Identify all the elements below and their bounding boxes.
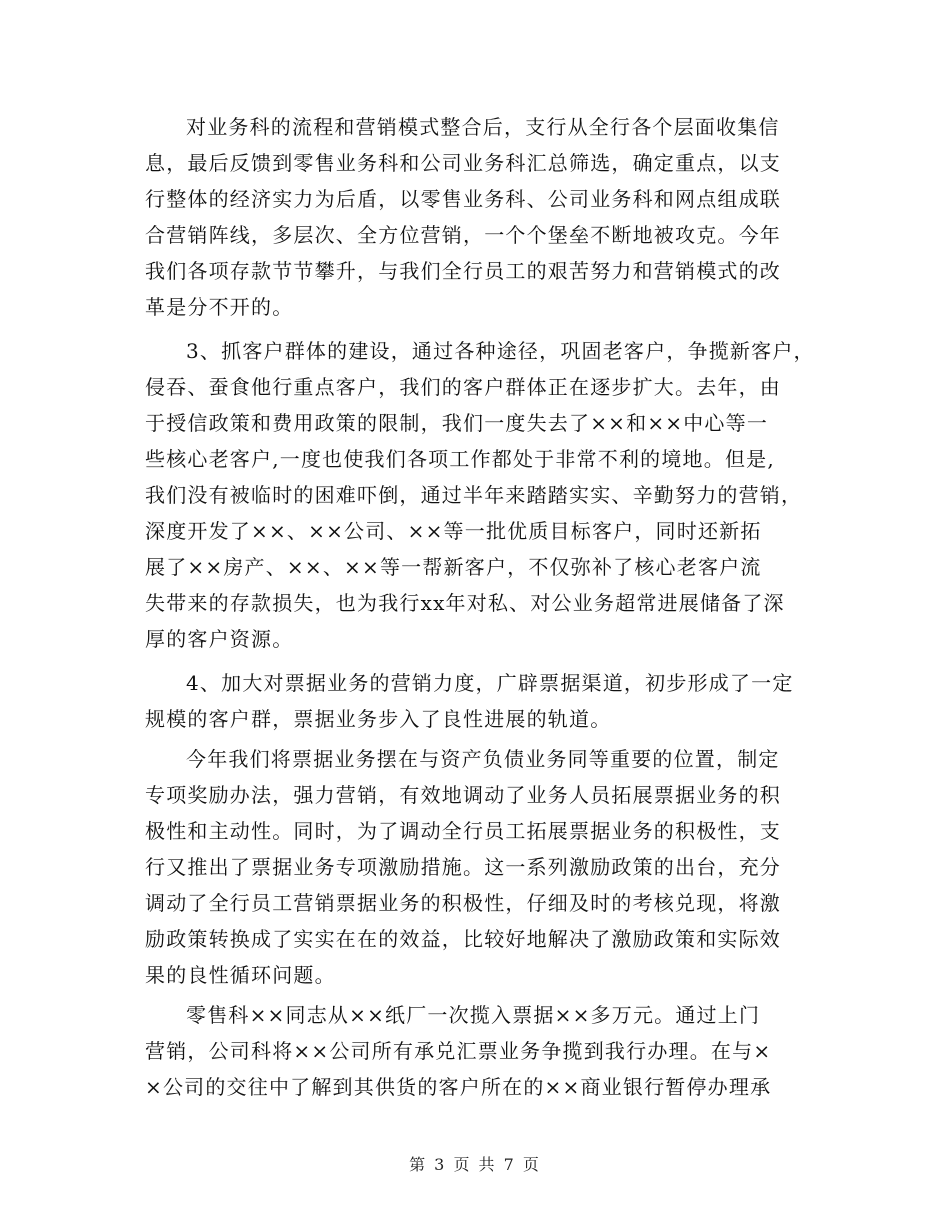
text-line: 于授信政策和费用政策的限制，我们一度失去了××和××中心等一 xyxy=(145,411,769,435)
text-line: 对业务科的流程和营销模式整合后，支行从全行各个层面收集信 xyxy=(186,115,780,139)
text-line: 零售科××同志从××纸厂一次揽入票据××多万元。通过上门 xyxy=(186,1003,761,1027)
text-line: 合营销阵线，多层次、全方位营销，一个个堡垒不断地被攻克。今年 xyxy=(145,223,781,247)
page-number-footer: 第 3 页 共 7 页 xyxy=(409,1155,541,1174)
text-line: 息，最后反馈到零售业务科和公司业务科汇总筛选，确定重点，以支 xyxy=(145,151,781,175)
text-line: 行又推出了票据业务专项激励措施。这一系列激励政策的出台，充分 xyxy=(145,855,781,879)
text-line: 革是分不开的。 xyxy=(145,295,294,319)
text-line: 深度开发了××、××公司、××等一批优质目标客户，同时还新拓 xyxy=(145,519,762,543)
text-line: 侵吞、蚕食他行重点客户，我们的客户群体正在逐步扩大。去年，由 xyxy=(145,375,781,399)
text-line: 厚的客户资源。 xyxy=(145,627,294,651)
text-line: 失带来的存款损失，也为我行xx年对私、对公业务超常进展储备了深 xyxy=(145,591,785,615)
text-line: 专项奖励办法，强力营销，有效地调动了业务人员拓展票据业务的积 xyxy=(145,783,781,807)
text-line: 4、加大对票据业务的营销力度，广辟票据渠道，初步形成了一定 xyxy=(186,671,794,695)
text-line: 果的良性循环问题。 xyxy=(145,963,336,987)
text-line: 调动了全行员工营销票据业务的积极性，仔细及时的考核兑现，将激 xyxy=(145,891,781,915)
text-line: 我们各项存款节节攀升，与我们全行员工的艰苦努力和营销模式的改 xyxy=(145,259,781,283)
text-line: 我们没有被临时的困难吓倒，通过半年来踏踏实实、辛勤努力的营销， xyxy=(145,483,803,507)
text-line: 行整体的经济实力为后盾，以零售业务科、公司业务科和网点组成联 xyxy=(145,187,781,211)
text-line: 极性和主动性。同时，为了调动全行员工拓展票据业务的积极性，支 xyxy=(145,819,781,843)
text-line: 励政策转换成了实实在在的效益，比较好地解决了激励政策和实际效 xyxy=(145,927,781,951)
text-line: 3、抓客户群体的建设，通过各种途径，巩固老客户，争揽新客户， xyxy=(186,339,815,363)
text-line: 规模的客户群，票据业务步入了良性进展的轨道。 xyxy=(145,707,612,731)
text-line: 展了××房产、××、××等一帮新客户，不仅弥补了核心老客户流 xyxy=(145,555,762,579)
text-line: 营销，公司科将××公司所有承兑汇票业务争揽到我行办理。在与× xyxy=(145,1039,772,1063)
text-line: 些核心老客户,一度也使我们各项工作都处于非常不利的境地。但是, xyxy=(145,447,775,471)
text-line: 今年我们将票据业务摆在与资产负债业务同等重要的位置，制定 xyxy=(186,747,780,771)
text-line: ×公司的交往中了解到其供货的客户所在的××商业银行暂停办理承 xyxy=(145,1075,772,1099)
